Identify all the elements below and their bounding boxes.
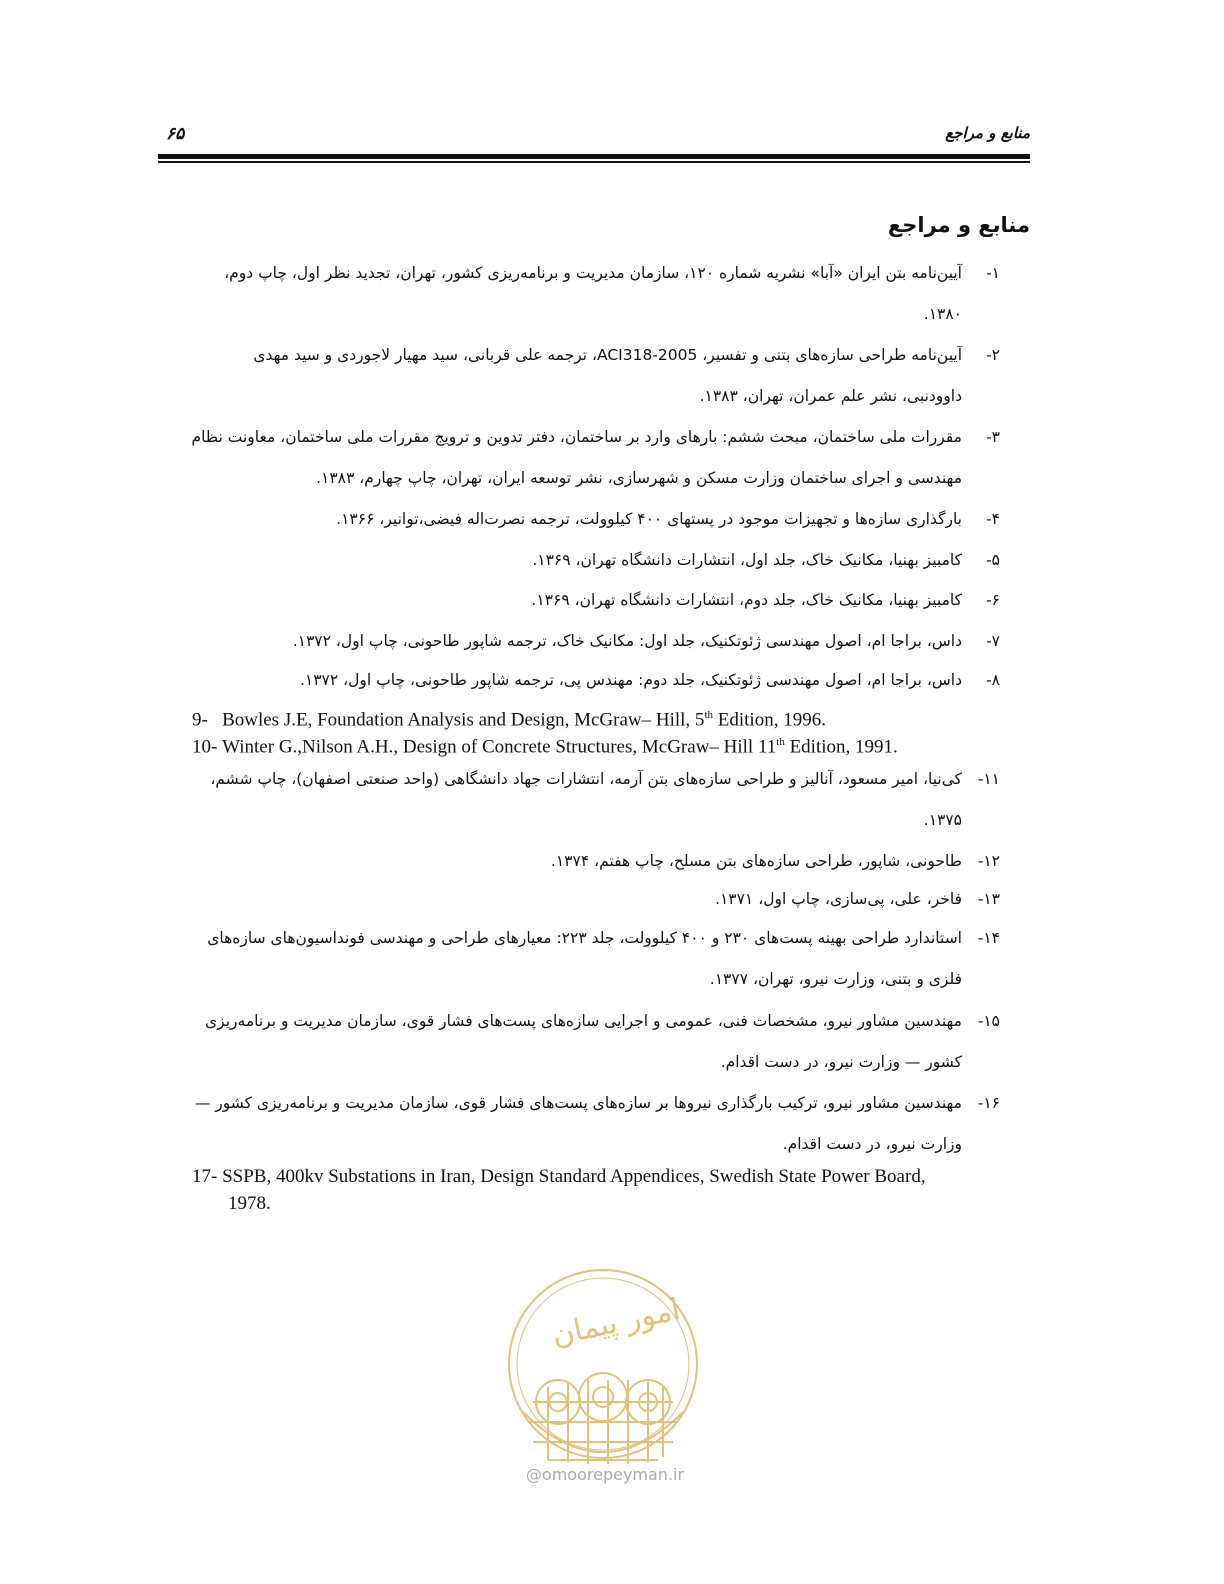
watermark-website: @omoorepeyman.ir (525, 1465, 685, 1484)
reference-number: ۵- (986, 551, 1000, 569)
reference-item-latin (192, 1163, 926, 1217)
reference-text: مهندسین مشاور نیرو، مشخصات فنی، عمومی و اجرایی سازه‌های پست‌های فشار قوی، سازمان مدیریت و برنامه‌ریزی (205, 1012, 962, 1030)
reference-number: ۱- (986, 264, 1000, 282)
reference-text-continued: فلزی و بتنی، وزارت نیرو، تهران، ۱۳۷۷. (709, 970, 962, 988)
header-rule-thin (158, 161, 1030, 163)
reference-number: ۱۵- (977, 1012, 1000, 1030)
reference-text-continued: داوودنبی، نشر علم عمران، تهران، ۱۳۸۳. (699, 387, 962, 405)
reference-item (253, 335, 1000, 417)
reference-number: ۱۱- (977, 770, 1000, 788)
reference-text: طاحونی، شاپور، طراحی سازه‌های بتن مسلح، چاپ هفتم، ۱۳۷۴. (550, 852, 962, 870)
reference-text: Bowles J.E, Foundation Analysis and Design, McGraw– Hill, 5 (222, 709, 705, 731)
reference-number: ۳- (986, 428, 1000, 446)
ordinal-suffix: th (704, 709, 713, 721)
reference-item (551, 841, 1000, 882)
reference-text: استاندارد طراحی بهینه پست‌های ۲۳۰ و ۴۰۰ کیلوولت، جلد ۲۲۳: معیارهای طراحی و مهندسی فونداسیون‌های سازه‌های (207, 929, 962, 947)
header-rule (158, 154, 1030, 159)
reference-item (532, 540, 1000, 581)
reference-item (300, 660, 1000, 701)
reference-number: ۸- (986, 671, 1000, 689)
reference-text: کامبیز بهنیا، مکانیک خاک، جلد اول، انتشارات دانشگاه تهران، ۱۳۶۹. (532, 551, 962, 569)
reference-item (336, 499, 1000, 540)
reference-item (205, 1001, 1000, 1083)
reference-number: ۴- (986, 510, 1000, 528)
reference-number: ۱۶- (977, 1094, 1000, 1112)
reference-item (531, 580, 1000, 621)
reference-item-latin (192, 729, 898, 760)
page-header (158, 118, 1030, 162)
reference-text-continued: ۱۳۸۰. (923, 305, 962, 323)
reference-number: ۱۲- (977, 852, 1000, 870)
reference-text: فاخر، علی، پی‌سازی، چاپ اول، ۱۳۷۱. (715, 890, 962, 908)
reference-number: ۲- (986, 346, 1000, 364)
reference-number: ۱۴- (977, 929, 1000, 947)
reference-item (191, 417, 1000, 499)
reference-item (224, 253, 1000, 335)
reference-text: Winter G.,Nilson A.H., Design of Concrete Structures, McGraw– Hill 11 (222, 736, 777, 758)
reference-text-continued: ۱۳۷۵. (923, 811, 962, 829)
reference-number: 17- (192, 1166, 218, 1187)
section-title: منابع و مراجع (887, 213, 1030, 237)
reference-text: کی‌نیا، امیر مسعود، آنالیز و طراحی سازه‌های بتن آرمه، انتشارات جهاد دانشگاهی (واحد صنعتی اصفهان)، چاپ ششم، (210, 770, 962, 788)
reference-item (210, 759, 1000, 841)
reference-number: 9- (192, 709, 208, 731)
reference-item (207, 918, 1000, 1000)
reference-number: ۱۳- (977, 890, 1000, 908)
reference-text: آیین‌نامه طراحی سازه‌های بتنی و تفسیر، ACI318-2005، ترجمه علی قربانی، سید مهیار لاجوردی و سید مهدی (253, 346, 962, 364)
reference-text: داس، براجا ام، اصول مهندسی ژئوتکنیک، جلد دوم: مهندس پی، ترجمه شاپور طاحونی، چاپ اول، ۱۳۷۲. (299, 671, 962, 689)
page-number: ۶۵ (166, 124, 185, 144)
reference-number: ۶- (986, 591, 1000, 609)
watermark-logo-text: امور پیمان (548, 1292, 684, 1354)
reference-item (293, 621, 1000, 662)
ordinal-suffix: th (776, 736, 785, 748)
reference-text: داس، براجا ام، اصول مهندسی ژئوتکنیک، جلد اول: مکانیک خاک، ترجمه شاپور طاحونی، چاپ اول، ۱۳۷۲. (292, 632, 962, 650)
reference-text-continued: مهندسی و اجرای ساختمان وزارت مسکن و شهرسازی، نشر توسعه ایران، تهران، چاپ چهارم، ۱۳۸۳. (316, 469, 962, 487)
running-title: منابع و مراجع (945, 124, 1030, 142)
reference-text-end: Edition, 1991. (784, 736, 898, 758)
reference-text: بارگذاری سازه‌ها و تجهیزات موجود در پستهای ۴۰۰ کیلوولت، ترجمه نصرت‌اله فیضی،توانیر، ۱۳۶۶. (336, 510, 962, 528)
reference-text-continued: کشور — وزارت نیرو، در دست اقدام. (720, 1053, 962, 1071)
reference-text-end: Edition, 1996. (713, 709, 826, 731)
reference-text: کامبیز بهنیا، مکانیک خاک، جلد دوم، انتشارات دانشگاه تهران، ۱۳۶۹. (531, 591, 962, 609)
reference-text: SSPB, 400kv Substations in Iran, Design Standard Appendices, Swedish State Power Board, (222, 1166, 926, 1187)
reference-item (195, 1083, 1000, 1165)
reference-item (715, 879, 1000, 920)
reference-text: مقررات ملی ساختمان، مبحث ششم: بارهای وارد بر ساختمان، دفتر تدوین و ترویج مقررات ملی ساختمان، معاونت نظام (191, 428, 962, 446)
reference-text-continued: 1978. (228, 1193, 271, 1214)
reference-number: ۷- (986, 632, 1000, 650)
reference-number: 10- (192, 736, 218, 758)
reference-text-continued: وزارت نیرو، در دست اقدام. (782, 1135, 962, 1153)
reference-text: مهندسین مشاور نیرو، ترکیب بارگذاری نیروها بر سازه‌های پست‌های فشار قوی، سازمان مدیریت و برنامه‌ریزی کشور — (194, 1094, 962, 1112)
reference-text: آیین‌نامه بتن ایران «آبا» نشریه شماره ۱۲۰، سازمان مدیریت و برنامه‌ریزی کشور، تهران، تجدید نظر اول، چاپ دوم، (224, 264, 962, 282)
